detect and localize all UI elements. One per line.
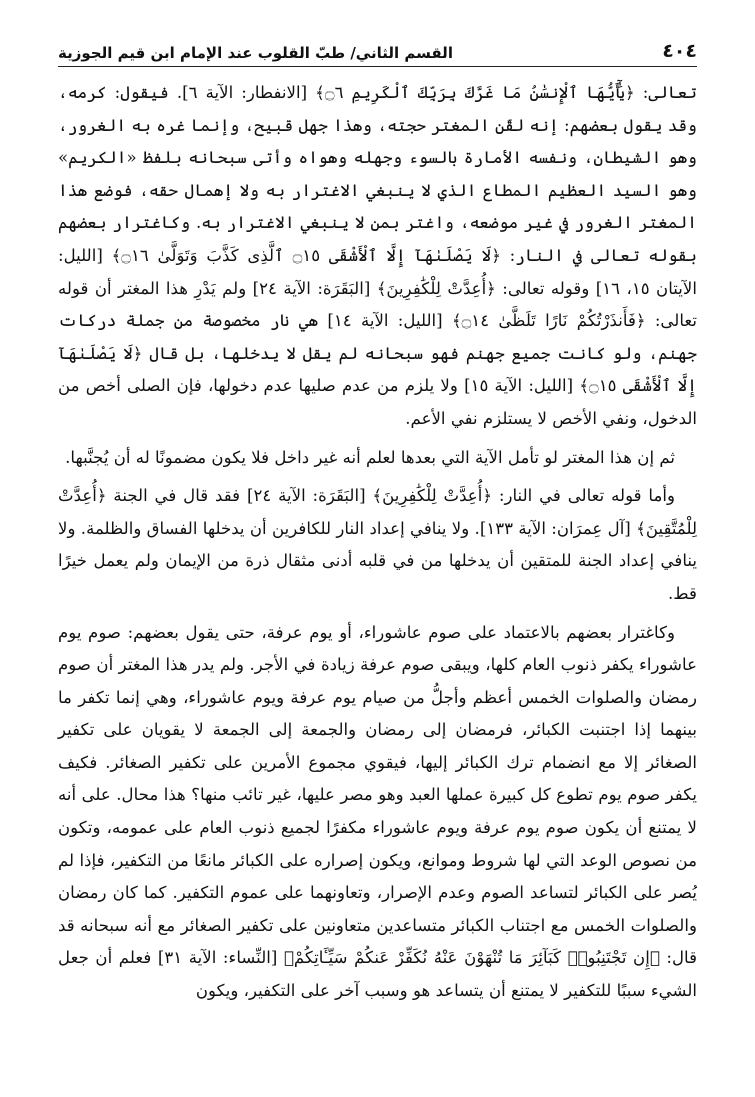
page-header [58, 36, 697, 67]
paragraph-1: تعالى: ﴿يَٰٓأَيُّهَا ٱلْإِنسَٰنُ مَا غَرَّكَ بِرَبِّكَ ٱلْكَرِيمِ ۝٦﴾ [الانفطار: الآية ٦]. فيقول: كرمه، وقد يقول بعضهم: إنه لقّن المغتر حجته، وهذا جهل قبيح، وإنما غره به الغرور، وهو الشيطان، ونفسه الأمارة بالسوء وجهله وهواه وأتى سبحانه بلفظ «الكريم» وهو السيد العظيم المطاع الذي لا ينبغي الاغترار به ولا إهمال حقه، فوضع هذا المغتر الغرور في غير موضعه، واغتر بمن لا ينبغي الاغترار به. وكاغترار بعضهم بقوله تعالى في النار: ﴿لَا يَصْلَىٰهَآ إِلَّا ٱلْأَشْقَى ۝١٥ ٱلَّذِى كَذَّبَ وَتَوَلَّىٰ ۝١٦﴾ [الليل: الآيتان ١٥، ١٦] وقوله تعالى: ﴿أُعِدَّتْ لِلْكَٰفِرِينَ﴾ [البَقَرَة: الآية ٢٤] ولم يَدْرِ هذا المغتر أن قوله تعالى: ﴿فَأَنذَرْتُكُمْ نَارًا تَلَظَّىٰ ۝١٤﴾ [الليل: الآية ١٤] هي نار مخصوصة من جملة دركات جهنم، ولو كانت جميع جهنم فهو سبحانه لم يقل لا يدخلها، بل قال ﴿لَا يَصْلَىٰهَآ إِلَّا ٱلْأَشْقَى ۝١٥﴾ [الليل: الآية ١٥] ولا يلزم من عدم صليها عدم دخولها، فإن الصلى أخص من الدخول، ونفي الأخص لا يستلزم نفي الأعم. [58, 83, 698, 428]
page-number: ٤٠٤ [662, 40, 697, 62]
paragraph-2: ثم إن هذا المغتر لو تأمل الآية التي بعدها لعلم أنه غير داخل فلا يكون مضمونًا له أن يُجنَّبها. [65, 447, 675, 467]
paragraph-4: وكاغترار بعضهم بالاعتماد على صوم عاشوراء، أو يوم عرفة، حتى يقول بعضهم: صوم يوم عاشوراء يكفر ذنوب العام كلها، ويبقى صوم عرفة زيادة في الأجر. ولم يدر هذا المغتر أن صوم رمضان والصلوات الخمس أعظم وأجلُّ من صيام يوم عرفة ويوم عاشوراء، وهي إنما تكفر ما بينهما إذا اجتنبت الكبائر، فرمضان إلى رمضان والجمعة إلى الجمعة لا يقويان على تكفير الصغائر إلا مع انضمام ترك الكبائر إليها، فيقوي مجموع الأمرين على تكفير الصغائر. فكيف يكفر صوم يوم تطوع كل كبيرة عملها العبد وهو مصر عليها، غير تائب منها؟ هذا محال. على أنه لا يمتنع أن يكون صوم يوم عرفة ويوم عاشوراء مكفرًا لجميع ذنوب العام على عمومه، وتكون من نصوص الوعد التي لها شروط وموانع، ويكون إصراره على الكبائر مانعًا من التكفير، فإذا لم يُصر على الكبائر لتساعد الصوم وعدم الإصرار، وتعاونهما على عموم التكفير. كما كان رمضان والصلوات الخمس مع اجتناب الكبائر متساعدين متعاونين على تكفير الصغائر مع أنه سبحانه قد قال: ﴿إِن تَجْتَنِبُوا۟ كَبَآئِرَ مَا تُنْهَوْنَ عَنْهُ نُكَفِّرْ عَنكُمْ سَيِّـَٔاتِكُمْ﴾ [النِّساء: الآية ٣١] فعلم أن جعل الشيء سببًا للتكفير لا يمتنع أن يتساعد هو وسبب آخر على التكفير، ويكون [58, 622, 698, 1001]
paragraph-3: وأما قوله تعالى في النار: ﴿أُعِدَّتْ لِلْكَٰفِرِينَ﴾ [البَقَرَة: الآية ٢٤] فقد قال في الجنة ﴿أُعِدَّتْ لِلْمُتَّقِينَ﴾ [آل عِمرَان: الآية ١٣٣]. ولا ينافي إعداد النار للكافرين أن يدخلها الفساق والظلمة. ولا ينافي إعداد الجنة للمتقين أن يدخلها من في قلبه أدنى مثقال ذرة من الإيمان ولم يعمل خيرًا قط. [58, 486, 697, 603]
page-body [58, 77, 697, 1008]
running-head: القسم الثاني/ طبّ القلوب عند الإمام ابن قيم الجوزية [58, 44, 453, 62]
